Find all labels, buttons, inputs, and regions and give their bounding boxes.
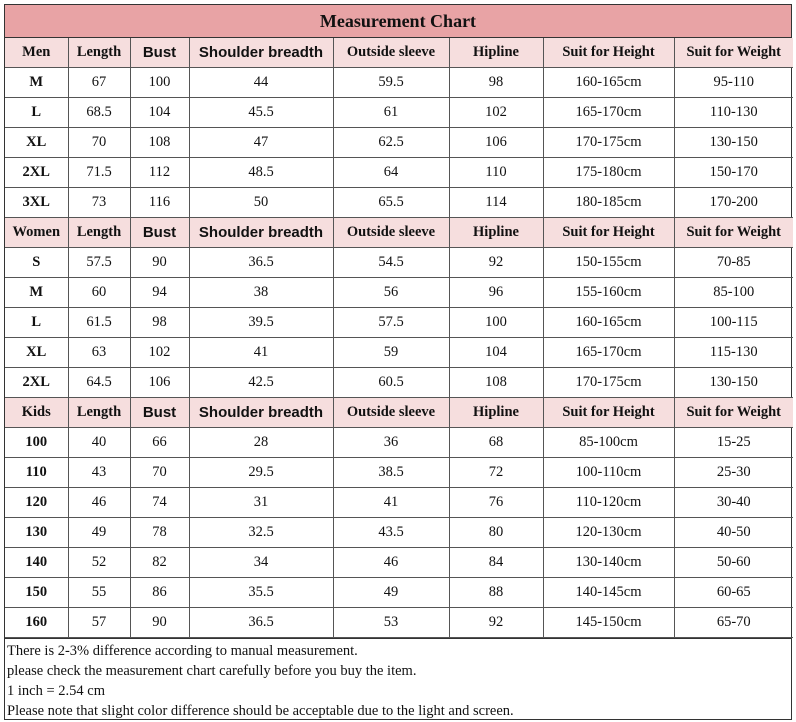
cell-length: 57 — [68, 608, 130, 638]
header-cell-shoulder-breadth: Shoulder breadth — [189, 398, 333, 428]
cell-length: 40 — [68, 428, 130, 458]
cell-bust: 106 — [130, 368, 189, 398]
cell-shoulder-breadth: 34 — [189, 548, 333, 578]
cell-size: 150 — [5, 578, 68, 608]
cell-suit-weight: 60-65 — [674, 578, 793, 608]
header-cell-suit-height: Suit for Height — [543, 218, 674, 248]
cell-shoulder-breadth: 36.5 — [189, 608, 333, 638]
cell-bust: 90 — [130, 608, 189, 638]
cell-length: 71.5 — [68, 158, 130, 188]
header-cell-suit-weight: Suit for Weight — [674, 38, 793, 68]
cell-shoulder-breadth: 28 — [189, 428, 333, 458]
table-row — [5, 608, 793, 638]
cell-hipline: 100 — [449, 308, 543, 338]
cell-outside-sleeve: 49 — [333, 578, 449, 608]
cell-suit-height: 140-145cm — [543, 578, 674, 608]
cell-suit-weight: 85-100 — [674, 278, 793, 308]
cell-suit-height: 170-175cm — [543, 128, 674, 158]
measurement-chart — [4, 4, 792, 720]
cell-hipline: 80 — [449, 518, 543, 548]
cell-shoulder-breadth: 39.5 — [189, 308, 333, 338]
cell-hipline: 72 — [449, 458, 543, 488]
header-cell-hipline: Hipline — [449, 218, 543, 248]
header-cell-suit-height: Suit for Height — [543, 398, 674, 428]
cell-length: 46 — [68, 488, 130, 518]
cell-bust: 112 — [130, 158, 189, 188]
cell-suit-weight: 15-25 — [674, 428, 793, 458]
cell-suit-weight: 30-40 — [674, 488, 793, 518]
note-line: Please note that slight color difference should be acceptable due to the light and screen. — [7, 703, 514, 719]
cell-outside-sleeve: 53 — [333, 608, 449, 638]
cell-suit-height: 130-140cm — [543, 548, 674, 578]
table-row — [5, 518, 793, 548]
cell-size: 110 — [5, 458, 68, 488]
cell-suit-height: 160-165cm — [543, 308, 674, 338]
cell-bust: 74 — [130, 488, 189, 518]
cell-suit-height: 175-180cm — [543, 158, 674, 188]
cell-shoulder-breadth: 47 — [189, 128, 333, 158]
header-cell-size: Men — [5, 38, 68, 68]
cell-outside-sleeve: 43.5 — [333, 518, 449, 548]
cell-length: 61.5 — [68, 308, 130, 338]
table-row — [5, 368, 793, 398]
cell-bust: 66 — [130, 428, 189, 458]
header-cell-suit-weight: Suit for Weight — [674, 398, 793, 428]
header-cell-length: Length — [68, 38, 130, 68]
cell-length: 63 — [68, 338, 130, 368]
cell-size: 120 — [5, 488, 68, 518]
cell-size: 140 — [5, 548, 68, 578]
cell-size: L — [5, 98, 68, 128]
cell-size: 100 — [5, 428, 68, 458]
cell-suit-weight: 50-60 — [674, 548, 793, 578]
cell-outside-sleeve: 46 — [333, 548, 449, 578]
cell-bust: 90 — [130, 248, 189, 278]
table-row — [5, 188, 793, 218]
header-cell-suit-weight: Suit for Weight — [674, 218, 793, 248]
table-row — [5, 98, 793, 128]
cell-size: 3XL — [5, 188, 68, 218]
cell-hipline: 102 — [449, 98, 543, 128]
cell-size: 2XL — [5, 158, 68, 188]
table-row — [5, 158, 793, 188]
cell-outside-sleeve: 65.5 — [333, 188, 449, 218]
cell-length: 57.5 — [68, 248, 130, 278]
cell-hipline: 92 — [449, 248, 543, 278]
cell-bust: 78 — [130, 518, 189, 548]
note-line: There is 2-3% difference according to manual measurement. — [7, 643, 358, 659]
cell-shoulder-breadth: 36.5 — [189, 248, 333, 278]
cell-bust: 70 — [130, 458, 189, 488]
cell-size: M — [5, 68, 68, 98]
table-row — [5, 278, 793, 308]
cell-shoulder-breadth: 50 — [189, 188, 333, 218]
cell-suit-weight: 65-70 — [674, 608, 793, 638]
cell-suit-height: 145-150cm — [543, 608, 674, 638]
cell-hipline: 68 — [449, 428, 543, 458]
header-cell-bust: Bust — [130, 398, 189, 428]
cell-size: 160 — [5, 608, 68, 638]
cell-suit-height: 110-120cm — [543, 488, 674, 518]
cell-bust: 94 — [130, 278, 189, 308]
header-cell-hipline: Hipline — [449, 38, 543, 68]
cell-suit-height: 85-100cm — [543, 428, 674, 458]
cell-suit-height: 120-130cm — [543, 518, 674, 548]
cell-suit-weight: 25-30 — [674, 458, 793, 488]
table-row — [5, 248, 793, 278]
cell-hipline: 92 — [449, 608, 543, 638]
cell-size: XL — [5, 128, 68, 158]
cell-outside-sleeve: 64 — [333, 158, 449, 188]
table-row — [5, 308, 793, 338]
cell-hipline: 88 — [449, 578, 543, 608]
cell-bust: 108 — [130, 128, 189, 158]
cell-shoulder-breadth: 31 — [189, 488, 333, 518]
table-row — [5, 428, 793, 458]
cell-suit-weight: 70-85 — [674, 248, 793, 278]
cell-hipline: 104 — [449, 338, 543, 368]
cell-shoulder-breadth: 41 — [189, 338, 333, 368]
cell-hipline: 96 — [449, 278, 543, 308]
cell-length: 49 — [68, 518, 130, 548]
table-row — [5, 488, 793, 518]
header-cell-outside-sleeve: Outside sleeve — [333, 38, 449, 68]
cell-outside-sleeve: 41 — [333, 488, 449, 518]
cell-length: 64.5 — [68, 368, 130, 398]
cell-hipline: 76 — [449, 488, 543, 518]
note-line: please check the measurement chart carefully before you buy the item. — [7, 663, 417, 679]
header-cell-shoulder-breadth: Shoulder breadth — [189, 38, 333, 68]
cell-shoulder-breadth: 42.5 — [189, 368, 333, 398]
cell-suit-weight: 130-150 — [674, 368, 793, 398]
cell-outside-sleeve: 38.5 — [333, 458, 449, 488]
cell-suit-weight: 150-170 — [674, 158, 793, 188]
cell-outside-sleeve: 59 — [333, 338, 449, 368]
cell-hipline: 108 — [449, 368, 543, 398]
header-cell-bust: Bust — [130, 38, 189, 68]
cell-bust: 82 — [130, 548, 189, 578]
cell-hipline: 98 — [449, 68, 543, 98]
cell-suit-weight: 95-110 — [674, 68, 793, 98]
cell-outside-sleeve: 36 — [333, 428, 449, 458]
cell-outside-sleeve: 60.5 — [333, 368, 449, 398]
cell-suit-height: 100-110cm — [543, 458, 674, 488]
table-row — [5, 458, 793, 488]
header-cell-suit-height: Suit for Height — [543, 38, 674, 68]
cell-outside-sleeve: 56 — [333, 278, 449, 308]
cell-length: 60 — [68, 278, 130, 308]
cell-length: 67 — [68, 68, 130, 98]
cell-suit-height: 165-170cm — [543, 338, 674, 368]
cell-hipline: 110 — [449, 158, 543, 188]
cell-size: L — [5, 308, 68, 338]
cell-size: XL — [5, 338, 68, 368]
header-cell-length: Length — [68, 218, 130, 248]
cell-suit-weight: 130-150 — [674, 128, 793, 158]
cell-suit-height: 150-155cm — [543, 248, 674, 278]
header-cell-hipline: Hipline — [449, 398, 543, 428]
section-header-row — [5, 398, 793, 428]
cell-shoulder-breadth: 38 — [189, 278, 333, 308]
cell-suit-weight: 115-130 — [674, 338, 793, 368]
cell-bust: 100 — [130, 68, 189, 98]
table-row — [5, 68, 793, 98]
cell-outside-sleeve: 61 — [333, 98, 449, 128]
header-cell-size: Women — [5, 218, 68, 248]
cell-length: 70 — [68, 128, 130, 158]
cell-size: S — [5, 248, 68, 278]
note-line: 1 inch = 2.54 cm — [7, 683, 105, 699]
cell-bust: 98 — [130, 308, 189, 338]
cell-shoulder-breadth: 48.5 — [189, 158, 333, 188]
notes — [5, 638, 791, 721]
cell-length: 73 — [68, 188, 130, 218]
cell-suit-weight: 40-50 — [674, 518, 793, 548]
cell-suit-weight: 110-130 — [674, 98, 793, 128]
section-header-row — [5, 218, 793, 248]
cell-suit-height: 160-165cm — [543, 68, 674, 98]
cell-outside-sleeve: 57.5 — [333, 308, 449, 338]
cell-hipline: 114 — [449, 188, 543, 218]
cell-size: 130 — [5, 518, 68, 548]
cell-hipline: 84 — [449, 548, 543, 578]
cell-bust: 116 — [130, 188, 189, 218]
section-header-row — [5, 38, 793, 68]
cell-size: 2XL — [5, 368, 68, 398]
cell-length: 52 — [68, 548, 130, 578]
header-cell-size: Kids — [5, 398, 68, 428]
cell-shoulder-breadth: 32.5 — [189, 518, 333, 548]
cell-outside-sleeve: 59.5 — [333, 68, 449, 98]
cell-suit-height: 180-185cm — [543, 188, 674, 218]
table-row — [5, 128, 793, 158]
cell-bust: 86 — [130, 578, 189, 608]
table-row — [5, 548, 793, 578]
cell-shoulder-breadth: 44 — [189, 68, 333, 98]
cell-bust: 104 — [130, 98, 189, 128]
cell-suit-weight: 170-200 — [674, 188, 793, 218]
cell-shoulder-breadth: 45.5 — [189, 98, 333, 128]
header-cell-bust: Bust — [130, 218, 189, 248]
cell-suit-height: 170-175cm — [543, 368, 674, 398]
cell-shoulder-breadth: 35.5 — [189, 578, 333, 608]
chart-title: Measurement Chart — [5, 5, 791, 38]
cell-length: 55 — [68, 578, 130, 608]
table-row — [5, 578, 793, 608]
size-table — [5, 38, 793, 638]
header-cell-outside-sleeve: Outside sleeve — [333, 398, 449, 428]
header-cell-length: Length — [68, 398, 130, 428]
cell-hipline: 106 — [449, 128, 543, 158]
cell-outside-sleeve: 62.5 — [333, 128, 449, 158]
cell-length: 68.5 — [68, 98, 130, 128]
cell-bust: 102 — [130, 338, 189, 368]
header-cell-outside-sleeve: Outside sleeve — [333, 218, 449, 248]
cell-outside-sleeve: 54.5 — [333, 248, 449, 278]
header-cell-shoulder-breadth: Shoulder breadth — [189, 218, 333, 248]
table-row — [5, 338, 793, 368]
cell-length: 43 — [68, 458, 130, 488]
cell-size: M — [5, 278, 68, 308]
cell-suit-weight: 100-115 — [674, 308, 793, 338]
cell-shoulder-breadth: 29.5 — [189, 458, 333, 488]
cell-suit-height: 165-170cm — [543, 98, 674, 128]
cell-suit-height: 155-160cm — [543, 278, 674, 308]
